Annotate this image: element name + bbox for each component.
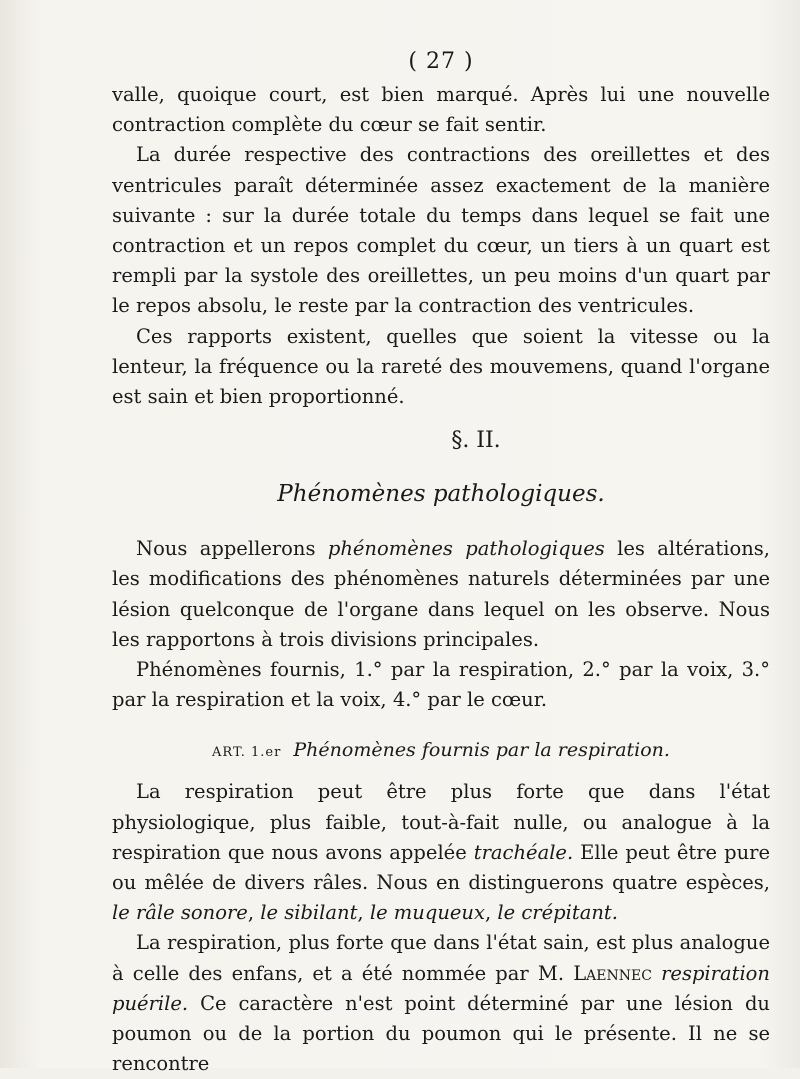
text-run: , bbox=[485, 901, 498, 925]
text-run: Elle peut être pure ou mêlée de divers râles. Nous en distinguerons quatre espèces, bbox=[112, 840, 770, 895]
paragraph-duree: La durée respective des contractions des oreillettes et des ventricules paraît déterminée assez exactement de la manière suivante : sur la durée totale du temps dans lequel se fait une contraction et un repos complet du cœur, un tiers à un quart est rempli par la systole des oreillettes, un peu moins d'un quart par le repos absolu, le reste par la contraction des ventricules. bbox=[112, 143, 770, 318]
text-run: Nous appellerons bbox=[136, 537, 328, 561]
author-name: Laennec bbox=[573, 961, 652, 985]
text-run bbox=[652, 962, 661, 985]
italic-term: le râle sonore bbox=[112, 901, 248, 925]
text-run: La respiration, plus forte que dans l'état sain, est plus analogue à celle des enfans, et a été nommée par M. bbox=[112, 931, 770, 985]
italic-term: le muqueux bbox=[369, 901, 485, 925]
paragraph-respiration-1 bbox=[112, 777, 770, 928]
italic-term: respiration puérile. bbox=[112, 961, 770, 1015]
text-run: Ce caractère n'est point déterminé par une lésion du poumon ou de la portion du poumon qui le présente. Il ne se rencontre bbox=[112, 991, 770, 1076]
article-label: ART. 1.er bbox=[212, 745, 282, 761]
section-mark: §. II. bbox=[451, 428, 501, 454]
text-run: , bbox=[357, 901, 370, 925]
page-text bbox=[112, 44, 770, 1079]
italic-term: trachéale. bbox=[473, 840, 574, 864]
text-run: La respiration peut être plus forte que dans l'état physiologique, plus faible, tout-à-fait nulle, ou analogue à la respiration que nous avons appelée bbox=[112, 780, 770, 864]
page-number: ( 27 ) bbox=[408, 49, 474, 74]
article-title: Phénomènes fournis par la respiration. bbox=[293, 739, 670, 762]
italic-term: phénomènes pathologiques bbox=[327, 537, 605, 561]
paragraph-continuation: valle, quoique court, est bien marqué. Après lui une nouvelle contraction complète du cœur se fait sentir. bbox=[112, 83, 770, 137]
article-heading bbox=[112, 733, 770, 767]
text-run: , bbox=[247, 901, 261, 925]
paragraph-rapports: Ces rapports existent, quelles que soient la vitesse ou la lenteur, la fréquence ou la rareté des mouvemens, quand l'organe est sain et bien proportionné. bbox=[112, 324, 770, 409]
section-title: Phénomènes pathologiques. bbox=[277, 481, 605, 508]
paragraph-pathologiques bbox=[112, 534, 770, 655]
paragraph-fournis: Phénomènes fournis, 1.° par la respiration, 2.° par la voix, 3.° par la respiration et la voix, 4.° par le cœur. bbox=[112, 658, 770, 712]
text-run: les altérations, les modifications des phénomènes naturels déterminées par une lésion quelconque de l'organe dans lequel on les observe. Nous les rapportons à trois divisions principales. bbox=[112, 537, 770, 651]
paragraph-respiration-2 bbox=[112, 928, 770, 1079]
italic-term: le sibilant bbox=[260, 901, 358, 925]
italic-term: le crépitant. bbox=[497, 901, 618, 925]
